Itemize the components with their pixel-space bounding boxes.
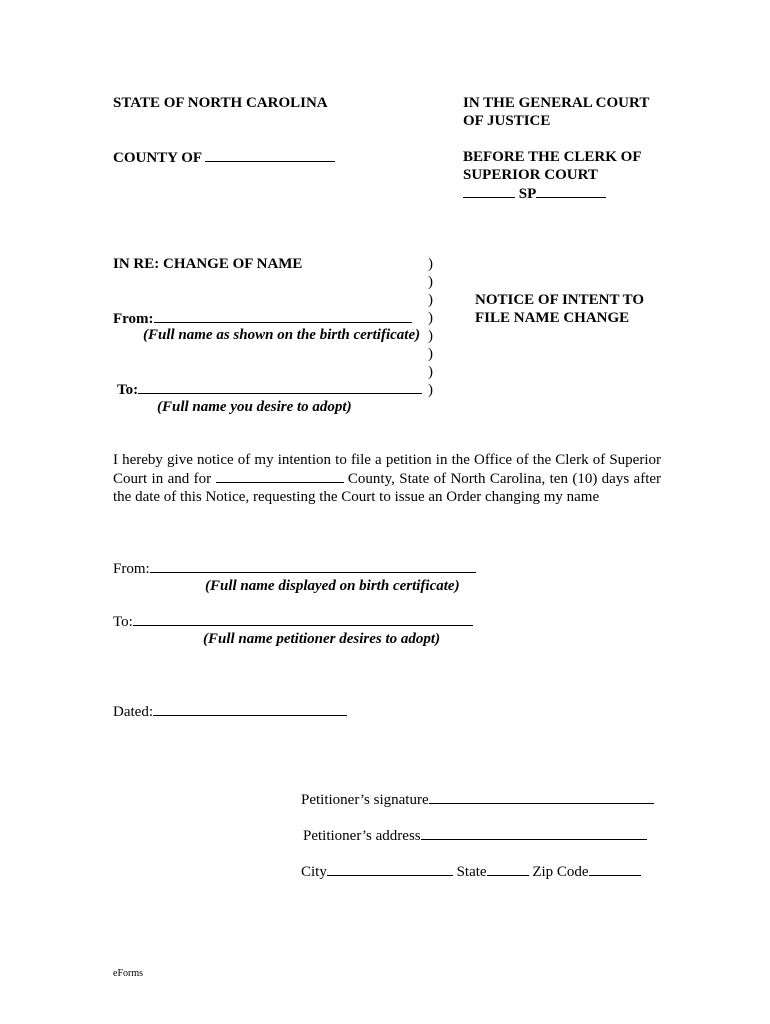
in-re-heading: IN RE: CHANGE OF NAME: [113, 256, 303, 272]
court-heading-line1: IN THE GENERAL COURT: [463, 95, 650, 111]
dated-line: [113, 702, 347, 721]
caption-paren: ): [428, 346, 433, 362]
caption-to-hint: (Full name you desire to adopt): [157, 399, 352, 415]
caption-to-label: To:: [117, 382, 139, 398]
body-to-label: To:: [113, 614, 133, 630]
state-label: State: [456, 864, 487, 880]
clerk-heading-line2: SUPERIOR COURT: [463, 167, 598, 183]
address-label: Petitioner’s address: [303, 828, 421, 844]
body-from-field[interactable]: [150, 559, 476, 573]
caption-paren: ): [428, 382, 433, 398]
caption-paren: ): [428, 292, 433, 308]
caption-paren: ): [428, 274, 433, 290]
state-heading: STATE OF NORTH CAROLINA: [113, 95, 328, 111]
body-to-line: [113, 612, 473, 631]
caption-from-label: From:: [113, 311, 154, 327]
city-label: City: [301, 864, 327, 880]
caption-from-hint: (Full name as shown on the birth certificate): [143, 327, 421, 343]
county-field[interactable]: [205, 148, 335, 162]
caption-paren: ): [428, 364, 433, 380]
dated-field[interactable]: [153, 702, 347, 716]
caption-to-line: [117, 380, 422, 399]
body-county-field[interactable]: [216, 470, 344, 483]
caption-from-field[interactable]: [154, 309, 412, 323]
body-from-label: From:: [113, 561, 150, 577]
caption-to-field[interactable]: [138, 380, 422, 394]
notice-title-line2: FILE NAME CHANGE: [475, 310, 630, 326]
city-field[interactable]: [327, 862, 453, 876]
caption-paren: ): [428, 310, 433, 326]
eforms-footer: eForms: [113, 968, 143, 979]
zip-label: Zip Code: [532, 864, 589, 880]
signature-label: Petitioner’s signature: [301, 792, 429, 808]
zip-field[interactable]: [589, 862, 641, 876]
body-from-hint: (Full name displayed on birth certificate): [205, 578, 460, 594]
body-to-field[interactable]: [133, 612, 473, 626]
notice-paragraph: [113, 451, 661, 507]
county-line: [113, 148, 335, 167]
signature-field[interactable]: [429, 790, 654, 804]
body-from-line: [113, 559, 476, 578]
case-year-field[interactable]: [463, 184, 515, 198]
county-label: COUNTY OF: [113, 150, 202, 166]
signature-line: [301, 790, 654, 809]
clerk-heading-line1: BEFORE THE CLERK OF: [463, 149, 642, 165]
notice-text-part1: I hereby give notice of my intention to file a petition in the Office of the Clerk of Superior Court in and for: [113, 452, 661, 487]
court-heading-line2: OF JUSTICE: [463, 113, 551, 129]
sp-label: SP: [518, 186, 537, 202]
city-state-zip-line: [301, 862, 641, 881]
dated-label: Dated:: [113, 704, 153, 720]
caption-paren: ): [428, 256, 433, 272]
address-field[interactable]: [421, 826, 647, 840]
caption-paren: ): [428, 328, 433, 344]
notice-title-line1: NOTICE OF INTENT TO: [475, 292, 645, 308]
body-to-hint: (Full name petitioner desires to adopt): [203, 631, 441, 647]
address-line: [303, 826, 647, 845]
case-number-line: [463, 184, 606, 203]
notice-text-part2: County, State of North Carolina, ten (10) days after the date of this Notice, requesting the Court to issue an Order changing my name: [113, 470, 662, 505]
state-field[interactable]: [487, 862, 529, 876]
case-number-field[interactable]: [536, 184, 606, 198]
